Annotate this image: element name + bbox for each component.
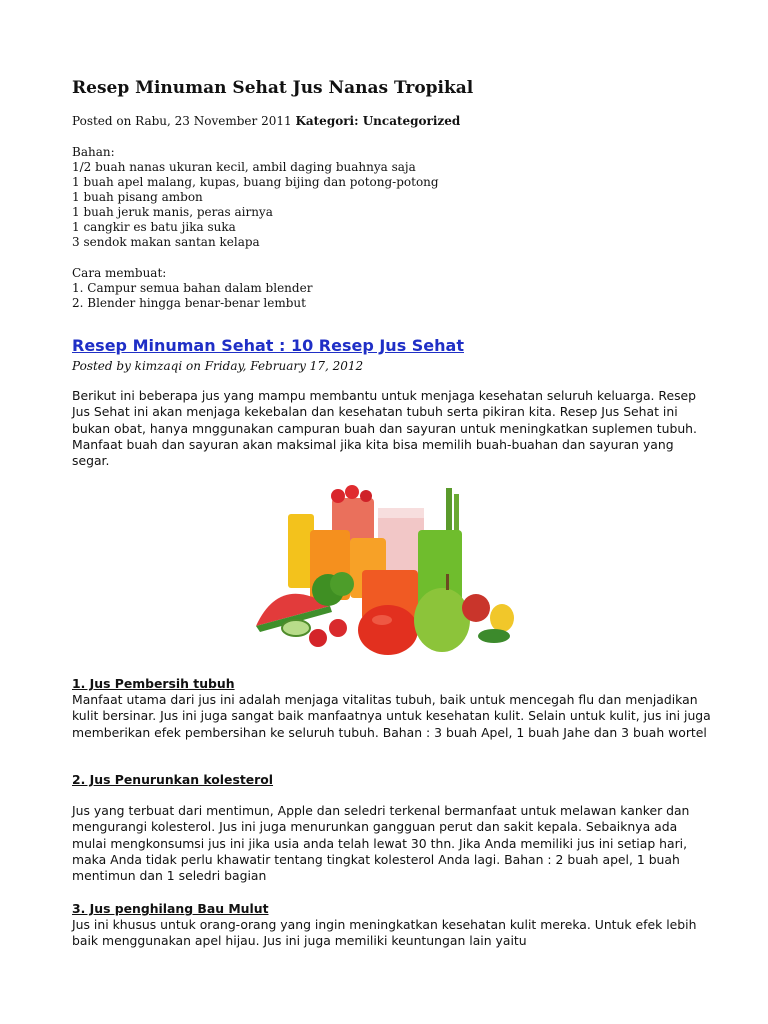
steps-label: Cara membuat: xyxy=(72,266,167,280)
category-label[interactable]: Kategori: Uncategorized xyxy=(295,114,461,128)
ingredient-item: 1 buah jeruk manis, peras airnya xyxy=(72,205,273,219)
strawberry xyxy=(329,619,347,637)
intro-paragraph: Berikut ini beberapa jus yang mampu membantu untuk menjaga kesehatan seluruh keluarga. Resep Jus Sehat ini akan menjaga kekebalan dan kesehatan tubuh serta pikiran kita. Resep Jus Sehat ini bukan obat, hanya mnggunakan campuran buah dan sayuran untuk meningkatkan suplemen tubuh. Manfaat buah dan sayuran akan maksimal jika kita bisa memilih buah-buahan dan sayuran yang segar. xyxy=(72,388,697,469)
step-item: 2. Blender hingga benar-benar lembut xyxy=(72,296,306,310)
section-heading: 1. Jus Pembersih tubuh xyxy=(72,676,235,691)
leafy-greens xyxy=(478,629,510,643)
tomato xyxy=(358,605,418,655)
ingredients-label: Bahan: xyxy=(72,145,115,159)
ingredients-block xyxy=(72,145,439,250)
strawberry xyxy=(331,489,345,503)
section-heading: 3. Jus penghilang Bau Mulut xyxy=(72,901,269,916)
posted-on-text: Posted on Rabu, 23 November 2011 xyxy=(72,114,292,128)
ingredient-item: 1 buah apel malang, kupas, buang bijing dan potong-potong xyxy=(72,175,439,189)
section-body: Jus ini khusus untuk orang-orang yang ingin meningkatkan kesehatan kulit mereka. Untuk efek lebih baik menggunakan apel hijau. Jus ini juga memiliki keuntungan lain yaitu xyxy=(72,917,697,949)
section-body: Jus yang terbuat dari mentimun, Apple dan seledri terkenal bermanfaat untuk melawan kanker dan mengurangi kolesterol. Jus ini juga menurunkan gangguan perut dan sakit kepala. Sebaiknya ada mulai mengkonsumsi jus ini jika usia anda telah lewat 30 thn. Jika Anda memiliki jus ini setiap hari, maka Anda tidak perlu khawatir tentang tingkat kolesterol Anda lagi. Bahan : 2 buah apel, 1 buah mentimun dan 1 seledri bagian xyxy=(72,803,690,884)
ingredient-item: 1 cangkir es batu jika suka xyxy=(72,220,236,234)
ingredient-item: 1 buah pisang ambon xyxy=(72,190,203,204)
cucumber-slice xyxy=(282,620,310,636)
ingredient-item: 1/2 buah nanas ukuran kecil, ambil daging buahnya saja xyxy=(72,160,416,174)
section-heading: 2. Jus Penurunkan kolesterol xyxy=(72,772,274,787)
ingredient-item: 3 sendok makan santan kelapa xyxy=(72,235,260,249)
strawberry xyxy=(360,490,372,502)
yellow-pepper xyxy=(490,604,514,632)
red-apple xyxy=(462,594,490,622)
strawberry xyxy=(309,629,327,647)
post-title: Resep Minuman Sehat Jus Nanas Tropikal xyxy=(72,78,474,98)
byline: Posted by kimzaqi on Friday, February 17, 2012 xyxy=(72,359,364,373)
steps-block xyxy=(72,266,312,311)
article-title-link[interactable]: Resep Minuman Sehat : 10 Resep Jus Sehat xyxy=(72,336,464,355)
step-item: 1. Campur semua bahan dalam blender xyxy=(72,281,313,295)
section-body: Manfaat utama dari jus ini adalah menjaga vitalitas tubuh, baik untuk mencegah flu dan menjadikan kulit bersinar. Jus ini juga sangat baik manfaatnya untuk kesehatan kulit. Selain untuk kulit, jus ini juga memberikan efek pembersihan ke seluruh tubuh. Bahan : 3 buah Apel, 1 buah Jahe dan 3 buah wortel xyxy=(72,692,711,740)
strawberry xyxy=(345,485,359,499)
juice-fruits-illustration xyxy=(250,478,520,660)
post-meta xyxy=(72,114,460,128)
green-pear xyxy=(414,588,470,652)
